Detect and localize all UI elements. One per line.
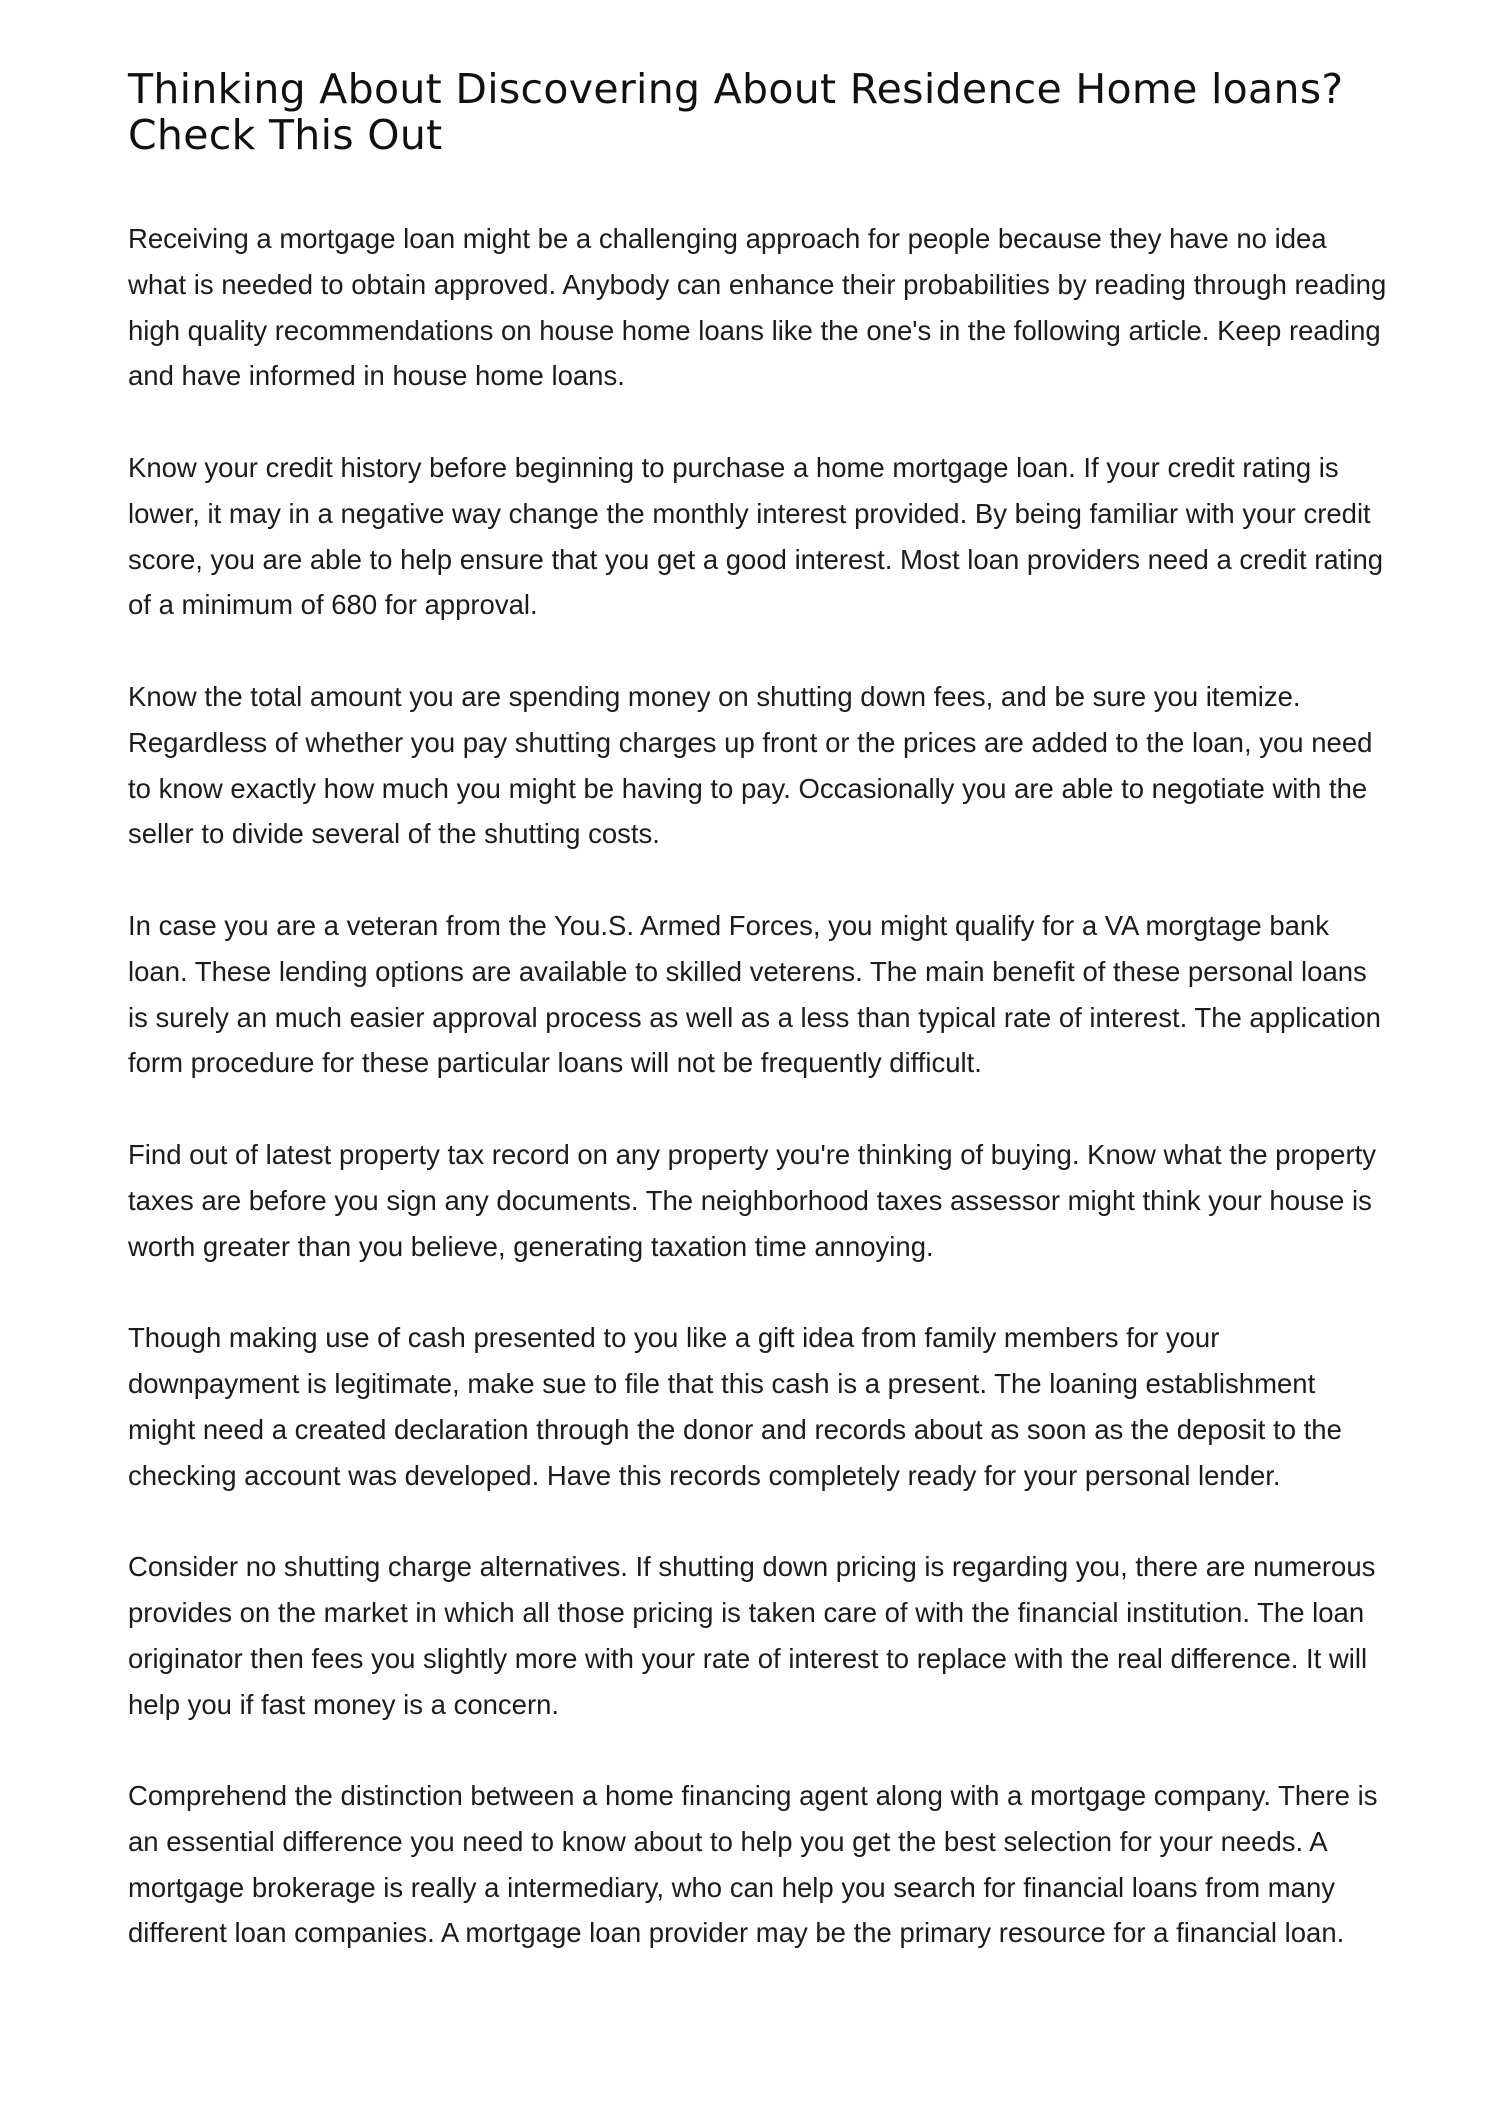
article-paragraph-4: In case you are a veteran from the You.S. Armed Forces, you might qualify for a VA morgtage bank loan. These lending options are available to skilled veterens. The main benefit of these personal loans is surely an much easier approval process as well as a less than typical rate of interest. The application form procedure for these particular loans will not be frequently difficult. (128, 909, 1381, 1079)
article-paragraph-8: Comprehend the distinction between a home financing agent along with a mortgage company. There is an essential difference you need to know about to help you get the best selection for your needs. A mortgage brokerage is really a intermediary, who can help you search for financial loans from many different loan companies. A mortgage loan provider may be the primary resource for a financial loan. (128, 1780, 1378, 1949)
article-paragraph-1: Receiving a mortgage loan might be a challenging approach for people because they have no idea what is needed to obtain approved. Anybody can enhance their probabilities by reading through reading high quality recommendations on house home loans like the one's in the following article. Keep reading and have informed in house home loans. (128, 223, 1387, 392)
article-paragraph-5: Find out of latest property tax record on any property you're thinking of buying. Know what the property taxes are before you sign any documents. The neighborhood taxes assessor might think your house is worth greater than you believe, generating taxation time annoying. (128, 1138, 1377, 1262)
article-paragraph-6: Though making use of cash presented to you like a gift idea from family members for your downpayment is legitimate, make sue to file that this cash is a present. The loaning establishment might need a created declaration through the donor and records about as soon as the deposit to the checking account was developed. Have this records completely ready for your personal lender. (128, 1322, 1342, 1491)
article-paragraph-2: Know your credit history before beginning to purchase a home mortgage loan. If your credit rating is lower, it may in a negative way change the monthly interest provided. By being familiar with your credit score, you are able to help ensure that you get a good interest. Most loan providers need a credit rating of a minimum of 680 for approval. (128, 451, 1384, 621)
article-paragraph-7: Consider no shutting charge alternatives. If shutting down pricing is regarding you, there are numerous provides on the market in which all those pricing is taken care of with the financial institution. The loan originator then fees you slightly more with your rate of interest to replace with the real difference. It will help you if fast money is a concern. (128, 1551, 1376, 1720)
article-paragraph-3: Know the total amount you are spending money on shutting down fees, and be sure you itemize. Regardless of whether you pay shutting charges up front or the prices are added to the loan, you need to know exactly how much you might be having to pay. Occasionally you are able to negotiate with the seller to divide several of the shutting costs. (128, 680, 1373, 850)
article-title: Thinking About Discovering About Residence Home loans? Check This Out (128, 65, 1344, 159)
document-page (128, 66, 1390, 2002)
